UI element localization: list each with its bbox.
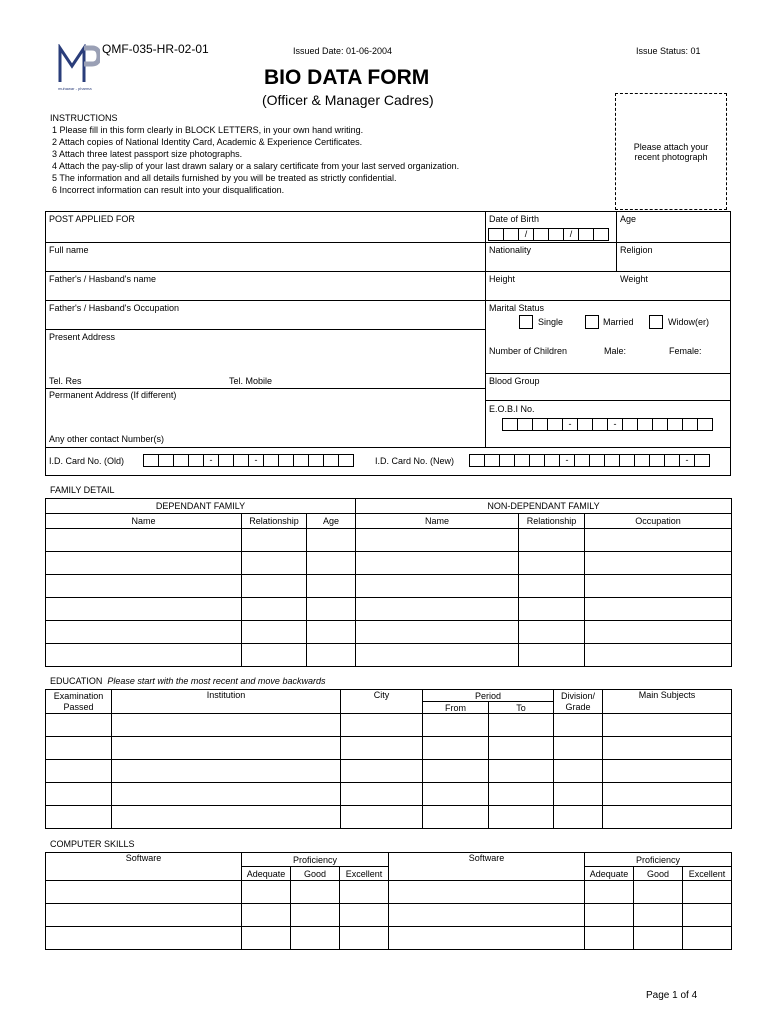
id-old-field[interactable]: - -: [144, 454, 354, 467]
id-old-label: I.D. Card No. (Old): [49, 456, 125, 466]
col-relationship: Relationship: [242, 514, 307, 529]
marital-single-checkbox[interactable]: [519, 315, 533, 329]
tel-mobile-label: Tel. Mobile: [229, 376, 273, 386]
issued-date: Issued Date: 01-06-2004: [293, 46, 393, 56]
col-relationship: Relationship: [519, 514, 585, 529]
table-row[interactable]: [46, 529, 732, 552]
eobi-label: E.O.B.I No.: [489, 404, 535, 414]
dob-field[interactable]: / /: [489, 228, 609, 241]
form-subtitle: (Officer & Manager Cadres): [262, 92, 434, 108]
instruction-item: 1 Please fill in this form clearly in BLOCK LETTERS, in your own hand writing.: [52, 125, 364, 135]
col-proficiency: Proficiency: [242, 853, 389, 867]
father-name-field[interactable]: [46, 285, 484, 299]
marital-widow-checkbox[interactable]: [649, 315, 663, 329]
table-row[interactable]: [46, 552, 732, 575]
blood-group-label: Blood Group: [489, 376, 540, 386]
full-name-label: Full name: [49, 245, 89, 255]
tel-res-label: Tel. Res: [49, 376, 82, 386]
col-institution: Institution: [112, 690, 341, 714]
father-occupation-field[interactable]: [46, 314, 484, 328]
instruction-item: 6 Incorrect information can result into your disqualification.: [52, 185, 285, 195]
education-table: [45, 689, 732, 829]
form-title: BIO DATA FORM: [264, 66, 430, 89]
dob-label: Date of Birth: [489, 214, 540, 224]
family-heading: FAMILY DETAIL: [50, 485, 115, 495]
post-applied-field[interactable]: [46, 225, 484, 241]
instruction-item: 2 Attach copies of National Identity Card, Academic & Experience Certificates.: [52, 137, 363, 147]
eobi-field[interactable]: - -: [503, 418, 713, 431]
computer-heading: COMPUTER SKILLS: [50, 839, 135, 849]
present-address-field[interactable]: [46, 343, 484, 373]
col-city: City: [341, 690, 423, 714]
instructions: [50, 112, 459, 196]
present-address-label: Present Address: [49, 332, 116, 342]
table-row[interactable]: [46, 927, 732, 950]
marital-married-label: Married: [603, 317, 634, 327]
marital-single-label: Single: [538, 317, 564, 327]
father-name-label: Father's / Hasband's name: [49, 274, 156, 284]
table-row[interactable]: [46, 598, 732, 621]
table-row[interactable]: [46, 737, 732, 760]
form-code: QMF-035-HR-02-01: [102, 42, 209, 56]
weight-label: Weight: [620, 274, 648, 284]
id-new-label: I.D. Card No. (New): [375, 456, 455, 466]
family-table: [45, 498, 732, 667]
table-row[interactable]: [46, 760, 732, 783]
marital-status-label: Marital Status: [489, 303, 545, 313]
instruction-item: 3 Attach three latest passport size photographs.: [52, 149, 243, 159]
children-male-label: Male:: [604, 346, 627, 356]
nationality-label: Nationality: [489, 245, 532, 255]
post-applied-label: POST APPLIED FOR: [49, 214, 135, 224]
height-label: Height: [489, 274, 516, 284]
col-adequate: Adequate: [585, 867, 634, 881]
permanent-address-field[interactable]: [46, 402, 484, 432]
instructions-heading: INSTRUCTIONS: [50, 113, 118, 123]
father-occupation-label: Father's / Hasband's Occupation: [49, 303, 180, 313]
table-row[interactable]: [46, 644, 732, 667]
issue-status: Issue Status: 01: [636, 46, 701, 56]
table-row[interactable]: [46, 783, 732, 806]
col-name: Name: [356, 514, 519, 529]
col-good: Good: [634, 867, 683, 881]
col-good: Good: [291, 867, 340, 881]
id-new-field[interactable]: - -: [470, 454, 710, 467]
col-adequate: Adequate: [242, 867, 291, 881]
table-row[interactable]: [46, 621, 732, 644]
col-proficiency: Proficiency: [585, 853, 732, 867]
page-number: Page 1 of 4: [646, 990, 698, 1001]
logo-tagline: muhawar - pharma: [58, 86, 92, 91]
computer-skills-table: [45, 852, 732, 950]
col-to: To: [489, 702, 554, 714]
col-occupation: Occupation: [585, 514, 732, 529]
photo-box-text: Please attach your recent photograph: [633, 141, 709, 162]
permanent-address-label: Permanent Address (If different): [49, 390, 177, 400]
col-from: From: [423, 702, 489, 714]
education-heading: EDUCATION Please start with the most recent and move backwards: [50, 676, 326, 686]
non-dependant-family-header: NON-DEPENDANT FAMILY: [356, 499, 732, 514]
instruction-item: 5 The information and all details furnished by you will be treated as strictly confidential.: [52, 173, 397, 183]
marital-married-checkbox[interactable]: [585, 315, 599, 329]
religion-label: Religion: [620, 245, 653, 255]
company-logo: [58, 44, 100, 90]
table-row[interactable]: [46, 904, 732, 927]
children-female-label: Female:: [669, 346, 702, 356]
dependant-family-header: DEPENDANT FAMILY: [46, 499, 356, 514]
education-note: Please start with the most recent and move backwards: [107, 676, 326, 686]
other-contact-label: Any other contact Number(s): [49, 434, 165, 444]
col-subjects: Main Subjects: [603, 690, 732, 714]
photo-box[interactable]: [615, 93, 727, 210]
col-period: Period: [423, 690, 554, 702]
table-row[interactable]: [46, 575, 732, 598]
age-field[interactable]: [618, 225, 728, 241]
table-row[interactable]: [46, 714, 732, 737]
col-excellent: Excellent: [683, 867, 732, 881]
col-age: Age: [307, 514, 356, 529]
col-software: Software: [46, 853, 242, 881]
logo-mark-icon: [58, 44, 100, 84]
age-label: Age: [620, 214, 637, 224]
instruction-item: 4 Attach the pay-slip of your last drawn salary or a salary certificate from your last served organization.: [52, 161, 460, 171]
children-label: Number of Children: [489, 346, 568, 356]
full-name-field[interactable]: [46, 256, 484, 270]
col-name: Name: [46, 514, 242, 529]
col-division: Division/ Grade: [554, 690, 603, 714]
table-row[interactable]: [46, 806, 732, 829]
col-excellent: Excellent: [340, 867, 389, 881]
col-software: Software: [389, 853, 585, 881]
table-row[interactable]: [46, 881, 732, 904]
col-exam: Examination Passed: [46, 690, 112, 714]
marital-widow-label: Widow(er): [668, 317, 710, 327]
